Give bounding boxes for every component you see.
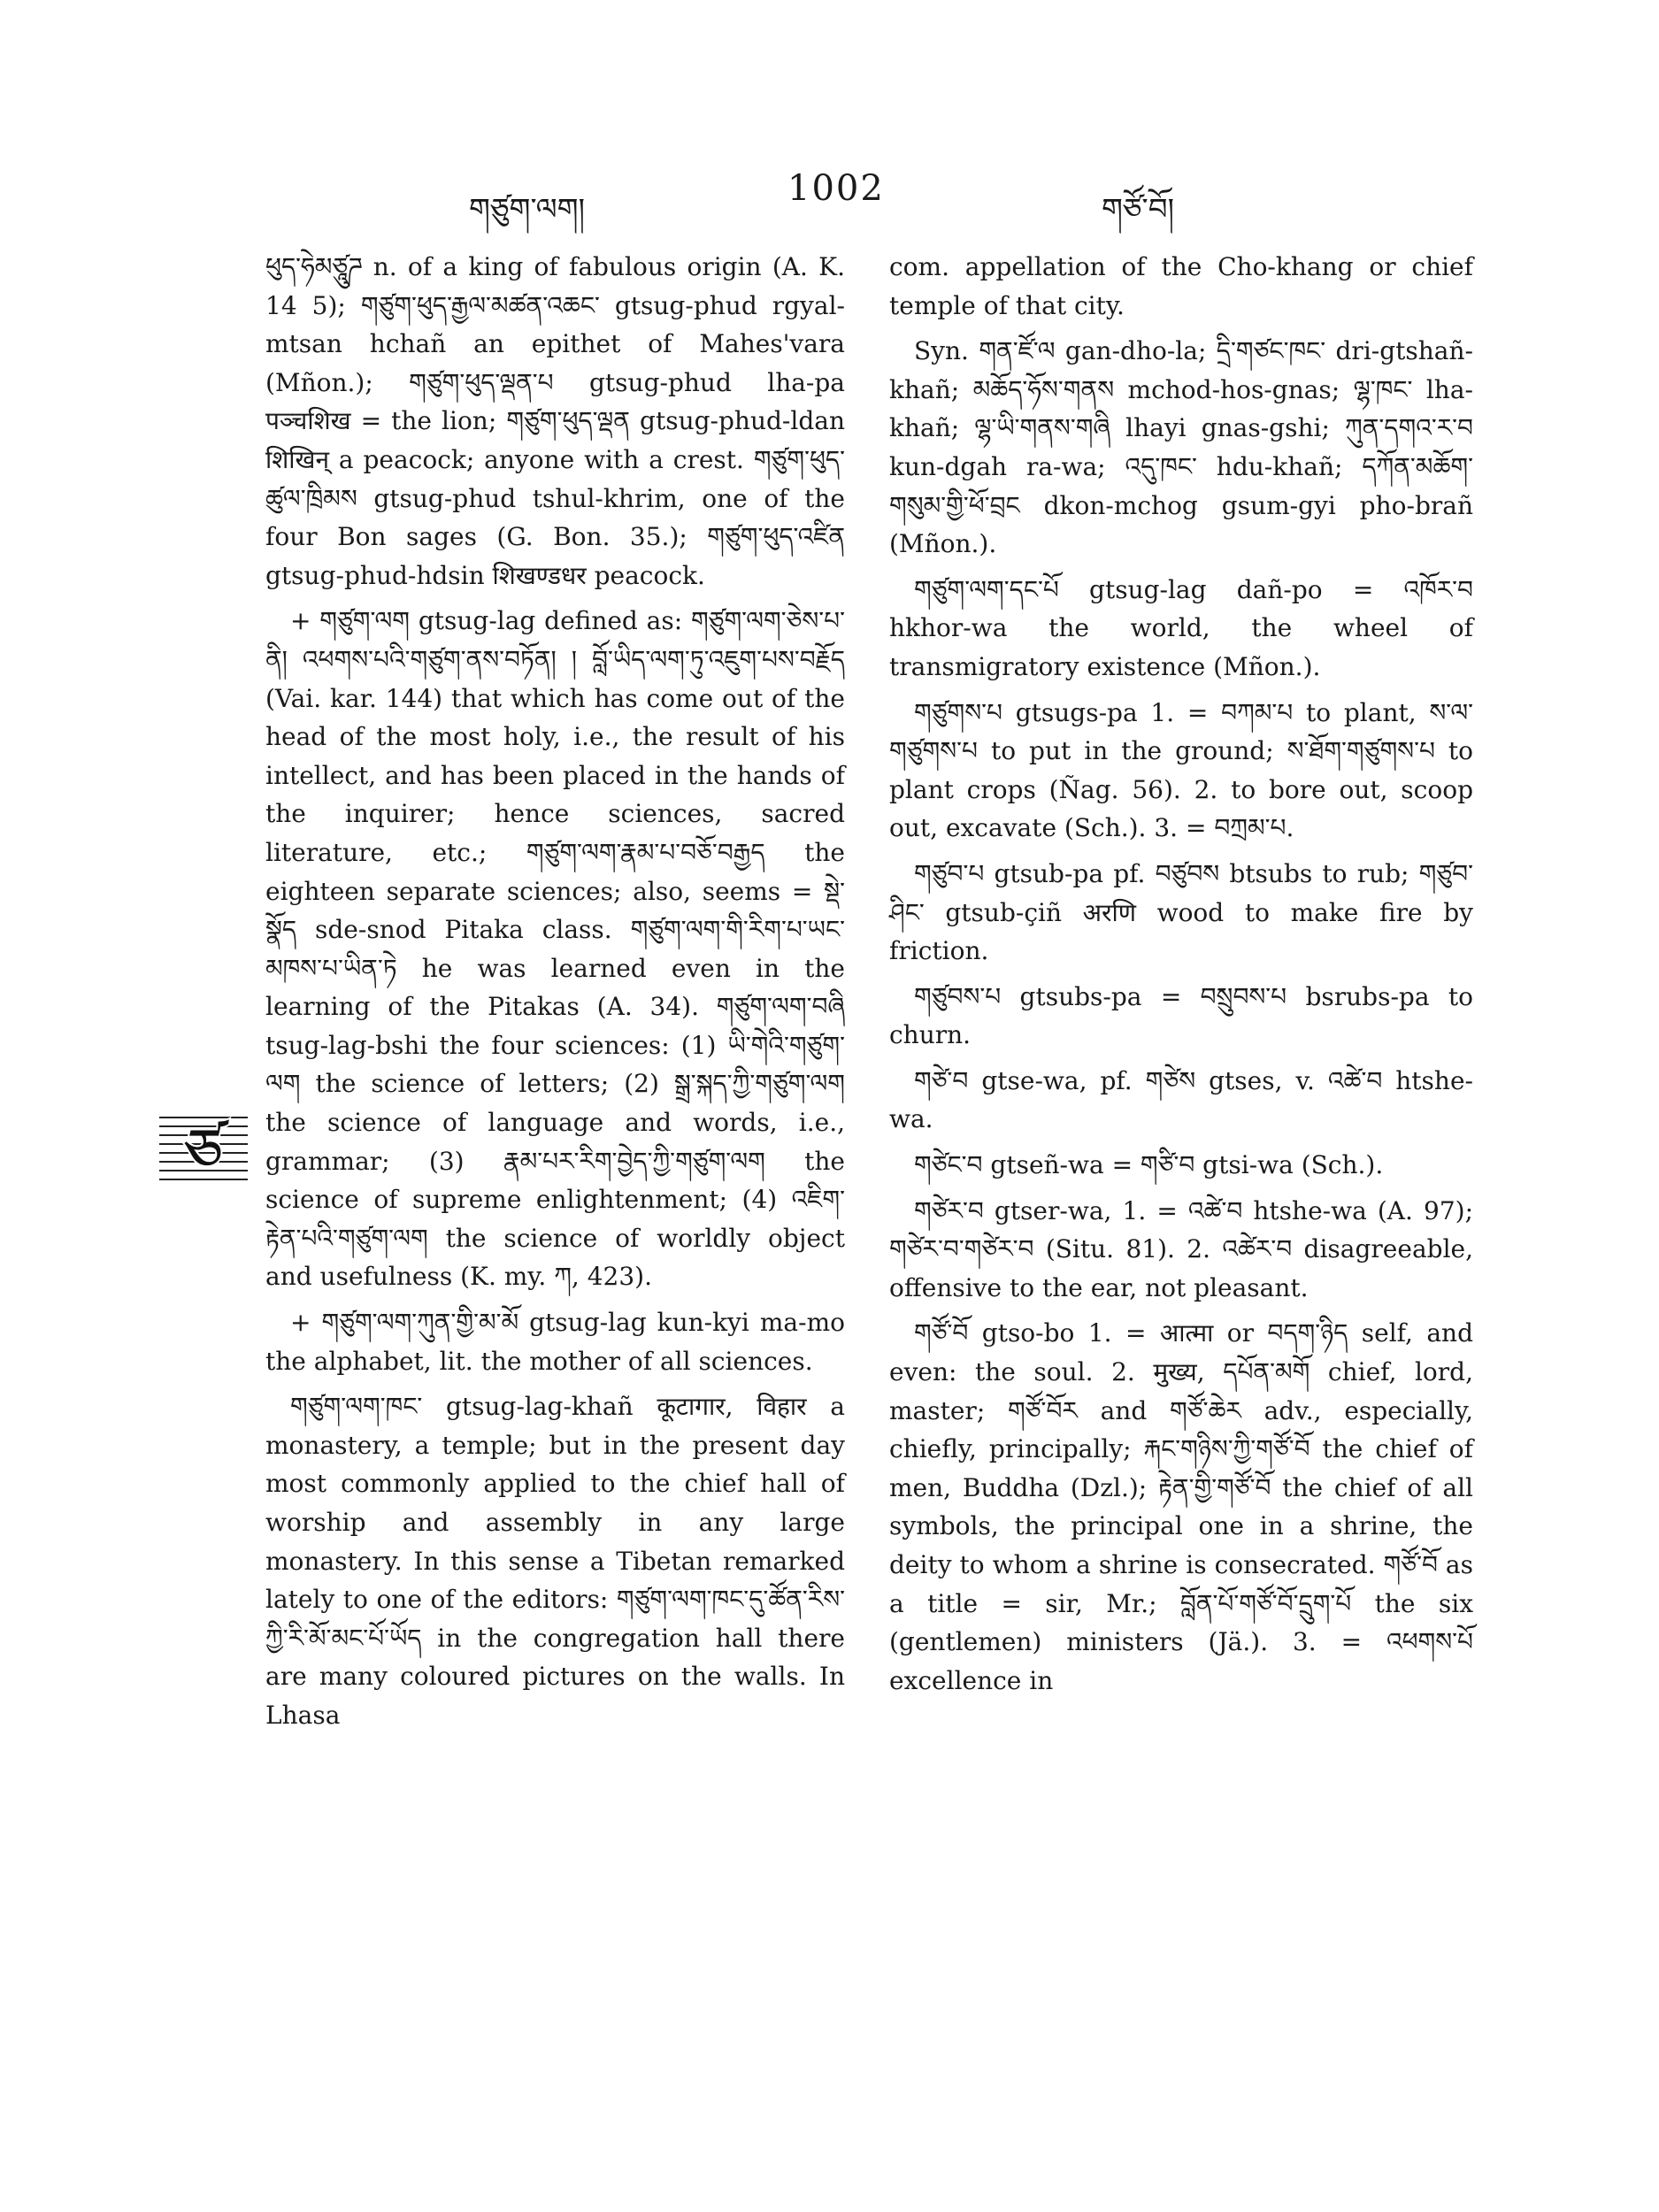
entry-gtso-bo: གཙོ་བོ gtso-bo 1. = आत्मा or བདག་ཉིད self, and even: the soul. 2. मुख्य, དཔོན་མགོ chief, lord, master; གཙོ་བོར and གཙོ་ཆེར adv., especially, chiefly, principally; རྐང་གཉིས་ཀྱི་གཙོ་བོ the chief of men, Buddha (Dzl.); རྟེན་གྱི་གཙོ་བོ the chief of all symbols, the principal one in a shrine, the deity to whom a shrine is consecrated. གཙོ་བོ as a title = sir, Mr.; བློན་པོ་གཙོ་བོ་དྲུག་པོ the six (gentlemen) ministers (Jä.). 3. = འཕགས་པོ excellence in	[889, 1318, 1473, 1695]
entry-gtsug-lag-khan: གཙུག་ལག་ཁང་ gtsug-lag-khañ कूटागार, विहार a monastery, a temple; but in the present day most commonly applied to the chief hall of worship and assembly in any large monastery. In this sense a Tibetan remarked lately to one of the editors: གཙུག་ལག་ཁང་དུ་ཚོན་རིས་ཀྱི་རི་མོ་མང་པོ་ཡོད in the congregation hall there are many coloured pictures on the walls. In Lhasa	[265, 1392, 845, 1730]
entry-gtser-wa: གཙེར་བ gtser-wa, 1. = འཚེ་བ htshe-wa (A. 97); གཙེར་བ་གཙེར་བ (Situ. 81). 2. འཚེར་བ disagreeable, offensive to the ear, not pleasant.	[889, 1195, 1473, 1302]
left-column	[265, 248, 845, 1735]
entry-continuation: com. appellation of the Cho-khang or chief temple of that city.	[889, 252, 1473, 320]
entry-gtsug-lag-kun-kyi-ma-mo: + གཙུག་ལག་ཀུན་གྱི་མ་མོ gtsug-lag kun-kyi ma-mo the alphabet, lit. the mother of all sciences.	[265, 1308, 845, 1376]
right-column	[889, 248, 1473, 1700]
entry-gtsug-lag: + གཙུག་ལག gtsug-lag defined as: གཙུག་ལག་ཅེས་པ་ནི། འཕགས་པའི་གཙུག་ནས་བཏོན། ། བློ་ཡིད་ལག་ཏུ་འཇུག་པས་བརྗོད (Vai. kar. 144) that which has come out of the head of the most holy, i.e., the result of his intellect, and has been placed in the hands of the inquirer; hence sciences, sacred literature, etc.; གཙུག་ལག་རྣམ་པ་བཅོ་བརྒྱད the eighteen separate sciences; also, seems = སྡེ་སྣོད sde-snod Pitaka class. གཙུག་ལག་གི་རིག་པ་ཡང་མཁས་པ་ཡིན་ཏེ he was learned even in the learning of the Pitakas (A. 34). གཙུག་ལག་བཞི tsug-lag-bshi the four sciences: (1) ཡི་གེའི་གཙུག་ལག the science of letters; (2) སྒྲ་སྐད་ཀྱི་གཙུག་ལག the science of language and words, i.e., grammar; (3) རྣམ་པར་རིག་བྱེད་ཀྱི་གཙུག་ལག the science of supreme enlightenment; (4) འཇིག་རྟེན་པའི་གཙུག་ལག the science of worldly object and usefulness (K. my. ཀ, 423).	[265, 606, 845, 1292]
entry-gtsubs-pa: གཙུབས་པ gtsubs-pa = བསྲུབས་པ bsrubs-pa to churn.	[889, 981, 1473, 1050]
thumb-index-marker	[159, 1110, 248, 1190]
header-right-headword: གཙོ་བོ།	[1102, 192, 1175, 227]
tibetan-letter-tsa-icon	[159, 1110, 248, 1190]
page-number: 1002	[787, 168, 885, 209]
entry-gtse-wa: གཙེ་བ gtse-wa, pf. གཙེས gtses, v. འཚེ་བ htshe-wa.	[889, 1065, 1473, 1134]
entry-synonyms: Syn. གན་ཛོ་ལ gan-dho-la; དྲི་གཙང་ཁང་ dri-gtshañ-khañ; མཆོད་ཧོས་གནས mchod-hos-gnas; ལྷ་ཁང་ lha-khañ; ལྷ་ཡི་གནས་གཞི lhayi gnas-gshi; ཀུན་དགའ་ར་བ kun-dgah ra-wa; འདུ་ཁང་ hdu-khañ; དཀོན་མཆོག་གསུམ་གྱི་ཕོ་བྲང dkon-mchog gsum-gyi pho-brañ (Mñon.).	[889, 336, 1473, 559]
header-left-headword: གཙུག་ལག།	[469, 192, 586, 227]
entry-gtsug-phud-continued: ཕུད་ཧེམཙཱུཌ n. of a king of fabulous origin (A. K. 14 5); གཙུག་ཕུད་རྒྱལ་མཚན་འཆང་ gtsug-phud rgyal-mtsan hchañ an epithet of Mahes'vara (Mñon.); གཙུག་ཕུད་ལྡན་པ gtsug-phud lha-pa पञ्चशिख = the lion; གཙུག་ཕུད་ལྡན gtsug-phud-ldan शिखिन् a peacock; anyone with a crest. གཙུག་ཕུད་ཚུལ་ཁྲིམས gtsug-phud tshul-khrim, one of the four Bon sages (G. Bon. 35.); གཙུག་ཕུད་འཛིན gtsug-phud-hdsin शिखण्डधर peacock.	[265, 252, 845, 590]
entry-gtsen-wa: གཙེང་བ gtseñ-wa = གཙི་བ gtsi-wa (Sch.).	[914, 1150, 1384, 1180]
svg-text:ཙ: ཙ	[183, 1115, 224, 1187]
entry-gtsug-lag-dan-po: གཙུག་ལག་དང་པོ gtsug-lag dañ-po = འཁོར་བ hkhor-wa the world, the wheel of transmigratory existence (Mñon.).	[889, 574, 1473, 681]
entry-gtsugs-pa: གཙུགས་པ gtsugs-pa 1. = བཀམ་པ to plant, ས་ལ་གཙུགས་པ to put in the ground; ས་ཐོག་གཙུགས་པ to plant crops (Ñag. 56). 2. to bore out, scoop out, excavate (Sch.). 3. = བཀྲམ་པ.	[889, 697, 1473, 843]
page-header	[0, 168, 1659, 227]
entry-gtsub-pa: གཙུབ་པ gtsub-pa pf. བཙུབས btsubs to rub; གཙུབ་ཤིང་ gtsub-çiñ अरणि wood to make fire by friction.	[889, 858, 1473, 966]
